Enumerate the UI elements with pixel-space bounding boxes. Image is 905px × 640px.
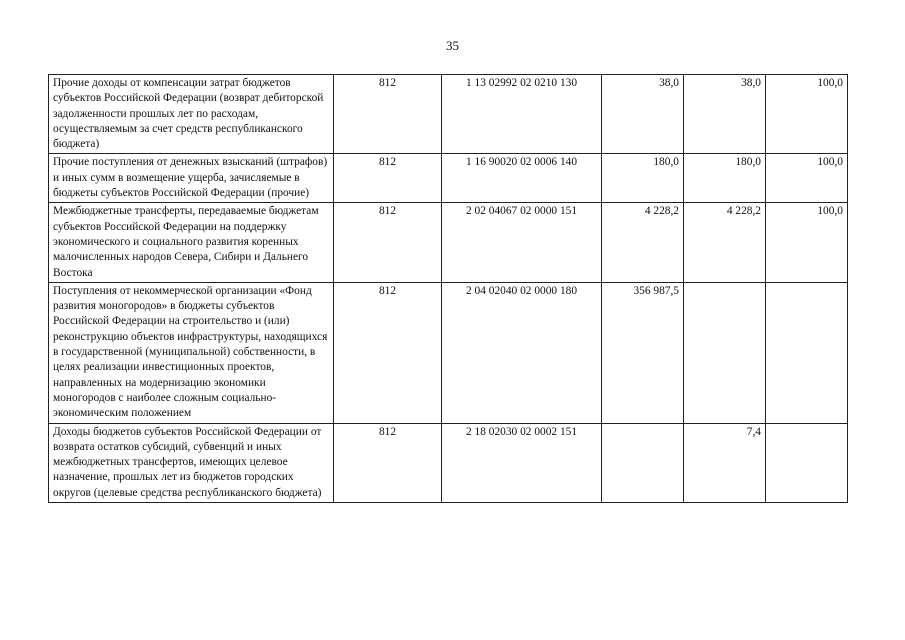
- income-code-cell: 2 04 02040 02 0000 180: [442, 282, 602, 423]
- table-row: [49, 75, 848, 154]
- page-number: 35: [446, 38, 459, 53]
- plan-amount-cell: 356 987,5: [602, 282, 684, 423]
- table-row: [49, 282, 848, 423]
- plan-amount-cell: 180,0: [602, 154, 684, 203]
- actual-amount-cell: 7,4: [684, 423, 766, 502]
- plan-amount-cell: 38,0: [602, 75, 684, 154]
- admin-code-cell: 812: [334, 75, 442, 154]
- income-code-cell: 1 13 02992 02 0210 130: [442, 75, 602, 154]
- actual-amount-cell: [684, 282, 766, 423]
- revenue-name-cell: Прочие доходы от компенсации затрат бюджетов субъектов Российской Федерации (возврат дебиторской задолженности прошлых лет по расходам, осуществляемым за счет средств республиканского бюджета): [49, 75, 334, 154]
- percent-cell: [766, 282, 848, 423]
- table-row: [49, 423, 848, 502]
- percent-cell: [766, 423, 848, 502]
- revenue-name-cell: Поступления от некоммерческой организации «Фонд развития моногородов» в бюджеты субъектов Российской Федерации на строительство и (или) реконструкцию объектов инфраструктуры, находящихся в государственной (муниципальной) собственности, в целях реализации инвестиционных проектов, направленных на модернизацию экономики моногородов с наиболее сложным социально-экономическим положением: [49, 282, 334, 423]
- income-code-cell: 1 16 90020 02 0006 140: [442, 154, 602, 203]
- admin-code-cell: 812: [334, 423, 442, 502]
- income-code-cell: 2 02 04067 02 0000 151: [442, 203, 602, 282]
- revenue-table: [48, 74, 848, 503]
- percent-cell: 100,0: [766, 75, 848, 154]
- percent-cell: 100,0: [766, 154, 848, 203]
- table-row: [49, 203, 848, 282]
- actual-amount-cell: 4 228,2: [684, 203, 766, 282]
- revenue-name-cell: Прочие поступления от денежных взысканий (штрафов) и иных сумм в возмещение ущерба, зачисляемые в бюджеты субъектов Российской Федерации (прочие): [49, 154, 334, 203]
- admin-code-cell: 812: [334, 154, 442, 203]
- plan-amount-cell: 4 228,2: [602, 203, 684, 282]
- table-row: [49, 154, 848, 203]
- admin-code-cell: 812: [334, 282, 442, 423]
- plan-amount-cell: [602, 423, 684, 502]
- admin-code-cell: 812: [334, 203, 442, 282]
- percent-cell: 100,0: [766, 203, 848, 282]
- actual-amount-cell: 180,0: [684, 154, 766, 203]
- income-code-cell: 2 18 02030 02 0002 151: [442, 423, 602, 502]
- revenue-name-cell: Межбюджетные трансферты, передаваемые бюджетам субъектов Российской Федерации на поддержку экономического и социального развития коренных малочисленных народов Севера, Сибири и Дальнего Востока: [49, 203, 334, 282]
- actual-amount-cell: 38,0: [684, 75, 766, 154]
- revenue-name-cell: Доходы бюджетов субъектов Российской Федерации от возврата остатков субсидий, субвенций и иных межбюджетных трансфертов, имеющих целевое назначение, прошлых лет из бюджетов городских округов (целевые средства республиканского бюджета): [49, 423, 334, 502]
